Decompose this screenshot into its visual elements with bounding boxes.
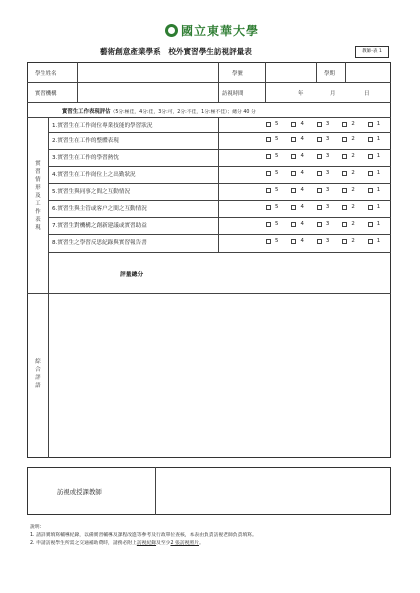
- evaluation-item-label: 6.實習生與主管或客户之間之互動情況: [52, 206, 147, 212]
- comments-field[interactable]: [49, 294, 390, 457]
- score-option[interactable]: [342, 170, 362, 176]
- divider: [218, 62, 219, 102]
- divider: [316, 62, 317, 82]
- checkbox[interactable]: [291, 154, 296, 159]
- checkbox[interactable]: [342, 171, 347, 176]
- checkbox[interactable]: [266, 222, 271, 227]
- side-label-char: 形: [35, 185, 41, 191]
- score-value: 2: [351, 204, 355, 210]
- checkbox[interactable]: [291, 137, 296, 142]
- evaluation-item-row: [48, 132, 391, 147]
- checkbox[interactable]: [368, 222, 373, 227]
- student-name-field[interactable]: [78, 63, 217, 81]
- score-option[interactable]: [342, 136, 362, 142]
- score-option[interactable]: [317, 136, 337, 142]
- checkbox[interactable]: [368, 188, 373, 193]
- visit-photos-text: 2 張訪視照片: [170, 541, 200, 546]
- score-value: 3: [325, 121, 330, 127]
- evaluation-scale: （5分:極佳，4分:佳，3分:可，2分:不佳，1分:極不佳）；總分 40 分: [110, 110, 256, 115]
- checkbox[interactable]: [291, 171, 296, 176]
- org-field[interactable]: [78, 83, 217, 101]
- checkbox[interactable]: [342, 137, 347, 142]
- checkbox[interactable]: [368, 154, 373, 159]
- score-option[interactable]: [317, 153, 337, 159]
- score-value: 5: [275, 238, 279, 244]
- score-value: 2: [351, 238, 355, 244]
- score-option[interactable]: [266, 204, 286, 210]
- score-value: 5: [275, 204, 279, 210]
- evaluation-title: 實習生工作表現評估: [62, 109, 111, 115]
- score-value: 2: [351, 170, 355, 176]
- score-options: [266, 121, 388, 127]
- score-value: 4: [300, 170, 304, 176]
- score-option[interactable]: [342, 221, 362, 227]
- score-option[interactable]: [266, 170, 286, 176]
- checkbox[interactable]: [342, 222, 347, 227]
- score-value: 1: [376, 170, 381, 176]
- score-option[interactable]: [368, 153, 388, 159]
- score-option[interactable]: [368, 136, 388, 142]
- score-value: 5: [275, 187, 279, 193]
- total-score-field[interactable]: [219, 253, 390, 292]
- evaluation-item-label: 2.實習生在工作的整體表現: [52, 138, 119, 144]
- score-option[interactable]: [317, 238, 337, 244]
- score-value: 1: [376, 121, 381, 127]
- side-label-char: 現: [35, 225, 41, 231]
- score-value: 3: [325, 204, 330, 210]
- score-option[interactable]: [291, 204, 311, 210]
- score-value: 1: [376, 136, 381, 142]
- score-value: 4: [300, 187, 304, 193]
- notes: [30, 524, 257, 548]
- checkbox[interactable]: [317, 205, 322, 210]
- checkbox[interactable]: [266, 154, 271, 159]
- score-value: 4: [300, 238, 304, 244]
- score-value: 4: [300, 136, 304, 142]
- score-value: 5: [275, 170, 279, 176]
- score-options: [266, 153, 388, 159]
- score-value: 5: [275, 121, 279, 127]
- score-options: [266, 170, 388, 176]
- score-value: 1: [376, 187, 381, 193]
- side-label-char: 及: [35, 193, 41, 199]
- side-label-char: 實: [35, 161, 41, 167]
- side-label-char: 語: [35, 383, 41, 389]
- score-option[interactable]: [291, 153, 311, 159]
- form-title: 藝術創意產業學系 校外實習學生訪視評量表: [100, 47, 252, 56]
- score-option[interactable]: [317, 221, 337, 227]
- teacher-signature-field[interactable]: [156, 468, 390, 514]
- notes-line-2-mid: 及至少: [156, 541, 171, 546]
- score-options: [266, 187, 388, 193]
- score-value: 3: [325, 187, 330, 193]
- score-value: 2: [351, 153, 355, 159]
- score-value: 5: [275, 136, 279, 142]
- checkbox[interactable]: [368, 137, 373, 142]
- checkbox[interactable]: [342, 188, 347, 193]
- evaluation-item-label: 7.實習生對機構之創新建議或實習助益: [52, 223, 147, 229]
- student-id-field[interactable]: [266, 63, 315, 81]
- score-option[interactable]: [317, 121, 337, 127]
- score-options: [266, 238, 388, 244]
- score-value: 2: [351, 221, 355, 227]
- side-label-char: 習: [35, 169, 41, 175]
- score-value: 4: [300, 221, 304, 227]
- checkbox[interactable]: [317, 122, 322, 127]
- teacher-signature-label: 訪視或授課教師: [57, 488, 102, 496]
- total-score-label: 評量總分: [120, 272, 144, 278]
- side-label-char: 情: [35, 177, 41, 183]
- score-option[interactable]: [266, 121, 286, 127]
- evaluation-item-row: [48, 217, 391, 232]
- evaluation-item-label: 8.實習生之學習反思紀錄與實習報告書: [52, 240, 147, 246]
- checkbox[interactable]: [317, 239, 322, 244]
- year-label: 年: [298, 91, 304, 97]
- checkbox[interactable]: [291, 222, 296, 227]
- score-value: 2: [351, 136, 355, 142]
- score-value: 1: [376, 153, 381, 159]
- checkbox[interactable]: [342, 205, 347, 210]
- score-option[interactable]: [342, 238, 362, 244]
- side-label-char: 工: [35, 201, 41, 207]
- visit-time-label: 訪視時間: [222, 91, 244, 97]
- notes-title: 說明：: [30, 525, 45, 530]
- emblem-icon: [165, 24, 178, 37]
- semester-label: 學期: [324, 71, 335, 77]
- checkbox[interactable]: [317, 171, 322, 176]
- score-value: 4: [300, 121, 304, 127]
- checkbox[interactable]: [266, 171, 271, 176]
- checkbox[interactable]: [266, 239, 271, 244]
- evaluation-item-row: [48, 183, 391, 198]
- evaluation-item-row: [48, 200, 391, 215]
- score-option[interactable]: [317, 187, 337, 193]
- score-option[interactable]: [266, 221, 286, 227]
- checkbox[interactable]: [266, 137, 271, 142]
- side-label-char: 合: [35, 367, 41, 373]
- score-option[interactable]: [368, 204, 388, 210]
- score-value: 4: [300, 153, 304, 159]
- form-number: 教師-表 1: [355, 46, 389, 58]
- checkbox[interactable]: [342, 122, 347, 127]
- checkbox[interactable]: [291, 188, 296, 193]
- checkbox[interactable]: [368, 171, 373, 176]
- score-option[interactable]: [291, 187, 311, 193]
- score-option[interactable]: [368, 170, 388, 176]
- side-label-char: 評: [35, 375, 41, 381]
- checkbox[interactable]: [368, 122, 373, 127]
- checkbox[interactable]: [342, 239, 347, 244]
- score-option[interactable]: [342, 153, 362, 159]
- score-value: 5: [275, 153, 279, 159]
- comments-side-label: [33, 358, 43, 390]
- score-option[interactable]: [266, 153, 286, 159]
- score-option[interactable]: [266, 238, 286, 244]
- score-option[interactable]: [368, 221, 388, 227]
- score-option[interactable]: [368, 187, 388, 193]
- evaluation-item-label: 3.實習生在工作的學習熱忱: [52, 155, 119, 161]
- checkbox[interactable]: [291, 205, 296, 210]
- score-value: 3: [325, 221, 330, 227]
- checkbox[interactable]: [291, 122, 296, 127]
- score-value: 2: [351, 121, 355, 127]
- evaluation-item-row: [48, 166, 391, 181]
- score-value: 1: [376, 204, 381, 210]
- notes-line-2-pre: 2. 申請訪視學生所需之交通補助費時，請務必附上: [30, 541, 137, 546]
- divider: [27, 102, 391, 103]
- checkbox[interactable]: [317, 188, 322, 193]
- notes-line-2-post: 。: [199, 541, 204, 546]
- evaluation-item-row: [48, 234, 391, 249]
- notes-line-1: 1. 請詳實填寫輔導紀錄，以備實習輔導及課程改進等參考及行政單位查核，本表由負責訪視老師負責填寫。: [30, 533, 257, 538]
- student-id-label: 學號: [232, 71, 243, 77]
- score-option[interactable]: [291, 136, 311, 142]
- side-label-char: 作: [35, 209, 41, 215]
- checkbox[interactable]: [266, 188, 271, 193]
- score-options: [266, 136, 388, 142]
- score-option[interactable]: [291, 121, 311, 127]
- checkbox[interactable]: [317, 222, 322, 227]
- score-value: 1: [376, 238, 381, 244]
- checkbox[interactable]: [368, 205, 373, 210]
- score-option[interactable]: [266, 136, 286, 142]
- checkbox[interactable]: [342, 154, 347, 159]
- score-value: 4: [300, 204, 304, 210]
- student-name-label: 學生姓名: [35, 71, 57, 77]
- score-option[interactable]: [291, 170, 311, 176]
- evaluation-item-label: 4.實習生在工作崗位上之出勤狀況: [52, 172, 136, 178]
- score-option[interactable]: [368, 121, 388, 127]
- score-option[interactable]: [368, 238, 388, 244]
- evaluation-header: [62, 107, 256, 115]
- evaluation-item-label: 1.實習生在工作崗位專業技能的學習狀況: [52, 123, 153, 129]
- score-options: [266, 204, 388, 210]
- checkbox[interactable]: [266, 122, 271, 127]
- score-value: 5: [275, 221, 279, 227]
- score-option[interactable]: [342, 187, 362, 193]
- score-options: [266, 221, 388, 227]
- day-label: 日: [364, 91, 370, 97]
- evaluation-item-label: 5.實習生與同事之間之互動情況: [52, 189, 131, 195]
- score-value: 3: [325, 153, 330, 159]
- score-value: 2: [351, 187, 355, 193]
- evaluation-item-row: [48, 149, 391, 164]
- evaluation-item-row: [48, 117, 391, 132]
- month-label: 月: [330, 91, 336, 97]
- score-option[interactable]: [291, 221, 311, 227]
- org-label: 實習機構: [35, 91, 57, 97]
- side-label-char: 綜: [35, 359, 41, 365]
- checkbox[interactable]: [368, 239, 373, 244]
- checkbox[interactable]: [317, 154, 322, 159]
- score-option[interactable]: [342, 204, 362, 210]
- visit-record-text: 訪視紀錄: [136, 541, 157, 546]
- score-value: 3: [325, 238, 330, 244]
- semester-field[interactable]: [346, 63, 390, 81]
- score-option[interactable]: [291, 238, 311, 244]
- university-name: 國立東華大學: [181, 24, 260, 38]
- score-value: 3: [325, 170, 330, 176]
- checkbox[interactable]: [266, 205, 271, 210]
- score-value: 1: [376, 221, 381, 227]
- notes-line-2: [30, 540, 257, 548]
- score-option[interactable]: [317, 170, 337, 176]
- score-option[interactable]: [317, 204, 337, 210]
- score-value: 3: [325, 136, 330, 142]
- checkbox[interactable]: [291, 239, 296, 244]
- university-logo: [165, 22, 259, 39]
- score-option[interactable]: [342, 121, 362, 127]
- side-label-char: 表: [35, 217, 41, 223]
- checkbox[interactable]: [317, 137, 322, 142]
- evaluation-side-label: [33, 160, 43, 232]
- score-option[interactable]: [266, 187, 286, 193]
